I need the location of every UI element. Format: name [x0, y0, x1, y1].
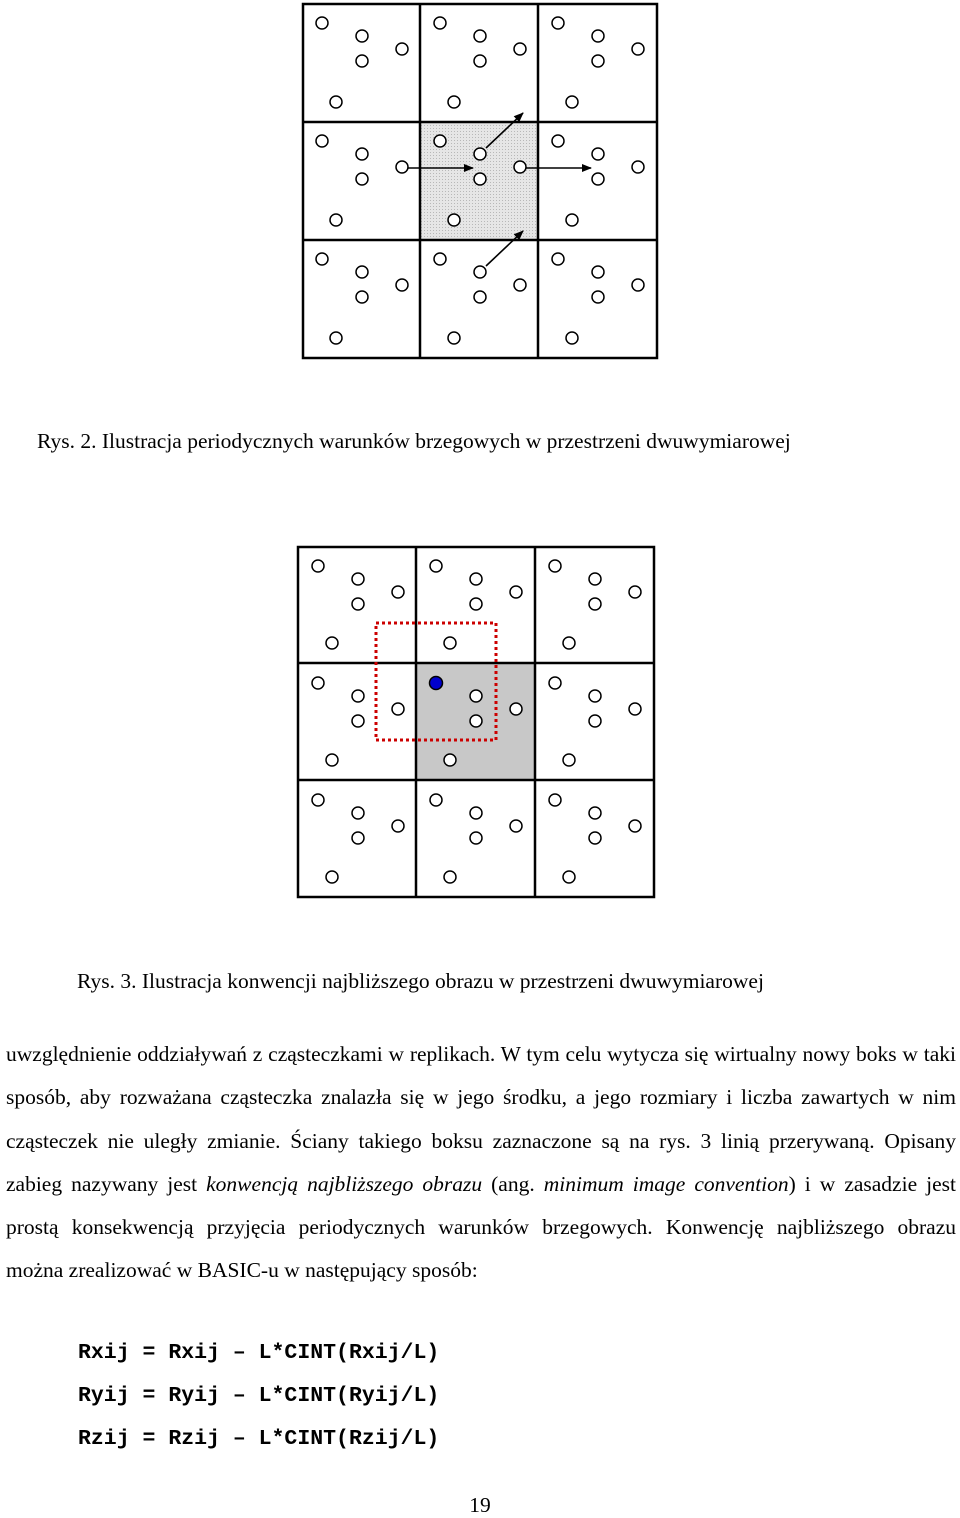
code-block — [78, 1332, 439, 1461]
particle — [592, 55, 604, 67]
term-minimum-image: konwencją najbliższego obrazu — [206, 1171, 483, 1196]
particle — [592, 291, 604, 303]
particle — [448, 96, 460, 108]
particle — [434, 135, 446, 147]
particle — [444, 871, 456, 883]
particle — [356, 55, 368, 67]
particle — [510, 703, 522, 715]
particle — [563, 637, 575, 649]
particle — [352, 832, 364, 844]
particle — [470, 715, 482, 727]
particle — [470, 690, 482, 702]
page-number: 19 — [469, 1493, 491, 1517]
particle — [629, 820, 641, 832]
particle — [434, 253, 446, 265]
particle — [470, 807, 482, 819]
particle — [592, 148, 604, 160]
particle — [589, 573, 601, 585]
particle — [563, 871, 575, 883]
particle — [514, 279, 526, 291]
figure-periodic-boundaries — [301, 2, 661, 360]
particle — [566, 214, 578, 226]
particle — [632, 161, 644, 173]
particle — [632, 43, 644, 55]
particle — [552, 135, 564, 147]
particle — [330, 214, 342, 226]
particle — [444, 637, 456, 649]
particle — [470, 573, 482, 585]
particle — [592, 173, 604, 185]
particle — [396, 161, 408, 173]
particle — [514, 43, 526, 55]
particle — [352, 598, 364, 610]
paragraph-text: ) i w zasadzie jest prostą konsekwencją przyjęcia periodycznych warunków brzegowych. Konwencję najbliższego obrazu można zrealizować w BASIC-u w następujący sposób: — [6, 1171, 956, 1283]
particle — [444, 754, 456, 766]
particle — [589, 715, 601, 727]
particle — [552, 253, 564, 265]
particle — [589, 807, 601, 819]
particle — [592, 30, 604, 42]
particle — [356, 173, 368, 185]
figure-2-caption: Rys. 3. Ilustracja konwencji najbliższego obrazu w przestrzeni dwuwymiarowej — [77, 969, 764, 993]
particle — [629, 703, 641, 715]
particle — [330, 332, 342, 344]
particle — [549, 794, 561, 806]
particles — [312, 560, 641, 883]
particle — [352, 807, 364, 819]
particle — [474, 173, 486, 185]
particle — [312, 794, 324, 806]
particle — [592, 266, 604, 278]
particle — [430, 794, 442, 806]
particle — [470, 832, 482, 844]
particle — [589, 598, 601, 610]
particles — [316, 17, 644, 344]
body-paragraph — [6, 1033, 956, 1293]
figure-minimum-image — [296, 545, 656, 899]
particle — [326, 637, 338, 649]
particle — [392, 703, 404, 715]
particle — [566, 96, 578, 108]
particle — [589, 832, 601, 844]
particle — [470, 598, 482, 610]
particle — [356, 266, 368, 278]
particle — [356, 148, 368, 160]
paragraph-text: uwzględnienie oddziaływań z cząsteczkami w replikach. W tym celu wytycza się wirtualny nowy boks w taki sposób, aby rozważana cząsteczka znalazła się w jego środku, a jego rozmiary i liczba zawartych w nim cząsteczek nie uległy zmianie. Ściany takiego boksu zaznaczone są na rys. 3 linią przerywaną. Opisany zabieg nazywany jest — [6, 1042, 956, 1196]
term-english: minimum image convention — [543, 1171, 789, 1196]
particle — [396, 279, 408, 291]
particle — [312, 677, 324, 689]
figure-1-caption: Rys. 2. Ilustracja periodycznych warunków brzegowych w przestrzeni dwuwymiarowej — [37, 429, 791, 453]
particle — [549, 677, 561, 689]
particle — [396, 43, 408, 55]
particle — [629, 586, 641, 598]
particle — [448, 214, 460, 226]
particle — [474, 291, 486, 303]
particle — [474, 266, 486, 278]
particle — [474, 148, 486, 160]
particle — [474, 55, 486, 67]
particle — [356, 291, 368, 303]
particle — [352, 573, 364, 585]
particle — [352, 690, 364, 702]
particle — [326, 754, 338, 766]
code-line-z: Rzij = Rzij – L*CINT(Rzij/L) — [78, 1427, 440, 1451]
particle — [316, 253, 328, 265]
particle — [589, 690, 601, 702]
particle — [566, 332, 578, 344]
particle — [392, 586, 404, 598]
code-line-x: Rxij = Rxij – L*CINT(Rxij/L) — [78, 1341, 440, 1365]
particle — [330, 96, 342, 108]
particle — [326, 871, 338, 883]
particle — [434, 17, 446, 29]
particle — [510, 586, 522, 598]
particle — [352, 715, 364, 727]
particle — [430, 560, 442, 572]
paragraph-text: (ang. — [482, 1171, 544, 1196]
particle — [549, 560, 561, 572]
particle — [632, 279, 644, 291]
particle — [510, 820, 522, 832]
particle — [356, 30, 368, 42]
particle — [392, 820, 404, 832]
particle — [312, 560, 324, 572]
particle — [552, 17, 564, 29]
particle — [448, 332, 460, 344]
particle — [316, 135, 328, 147]
selected-particle — [430, 677, 443, 690]
particle — [514, 161, 526, 173]
code-line-y: Ryij = Ryij – L*CINT(Ryij/L) — [78, 1384, 440, 1408]
particle — [316, 17, 328, 29]
particle — [474, 30, 486, 42]
particle — [563, 754, 575, 766]
